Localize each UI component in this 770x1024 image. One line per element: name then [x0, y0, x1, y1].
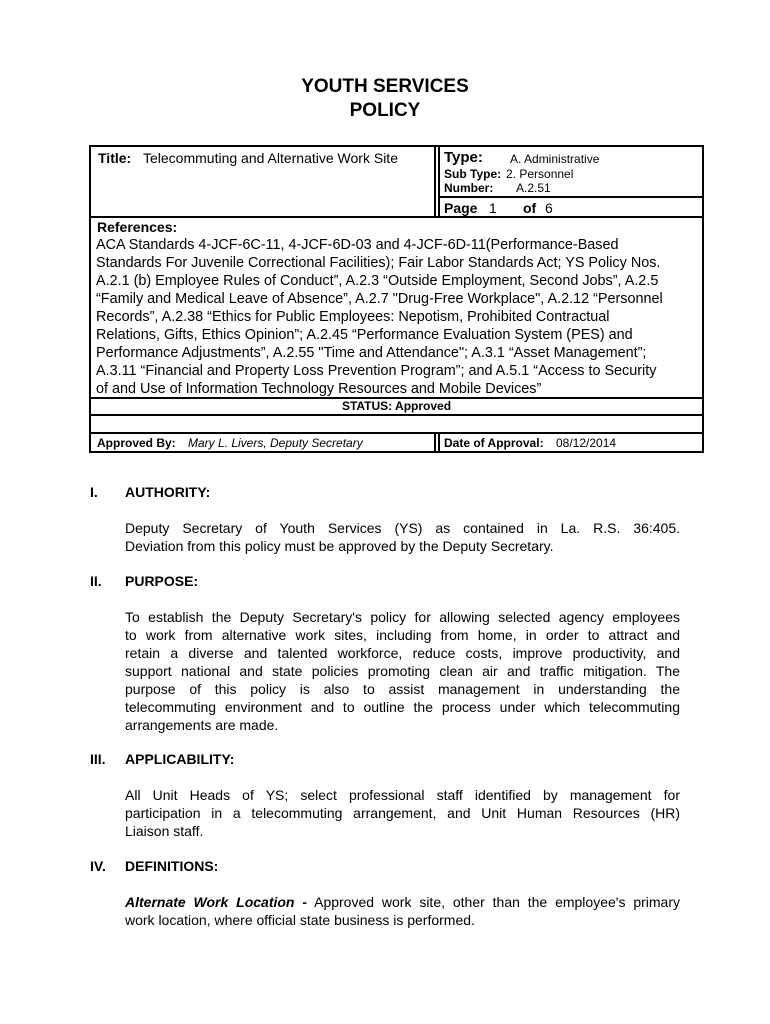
- definition-term: Alternate Work Location -: [125, 894, 308, 910]
- page-label: Page: [444, 200, 478, 216]
- paragraph-line: to work from alternative work sites, including from home, in order to attract and: [125, 627, 680, 643]
- references-line: Relations, Gifts, Ethics Opinion”; A.2.45 “Performance Evaluation System (PES) and: [96, 327, 633, 343]
- paragraph-line: participation in a telecommuting arrangement, and Unit Human Resources (HR): [125, 805, 680, 821]
- references-line: Standards For Juvenile Correctional Facilities); Fair Labor Standards Act; YS Policy Nos.: [96, 255, 661, 271]
- type-label: Type:: [444, 149, 483, 166]
- paragraph-line: telecommuting environment and to outline the process under which telecommuting: [125, 699, 680, 715]
- references-text: [96, 236, 696, 398]
- definition-alternate-work-location: [125, 893, 680, 929]
- references-line: Performance Adjustments”, A.2.55 "Time and Attendance"; A.3.1 “Asset Management”;: [96, 345, 647, 361]
- section-title-definitions: DEFINITIONS:: [125, 858, 219, 874]
- paragraph-line: work location, where official state business is performed.: [125, 912, 475, 928]
- purpose-paragraph: [125, 608, 680, 734]
- title-label: Title:: [98, 150, 132, 166]
- status-label: STATUS: Approved: [341, 399, 452, 413]
- number-value: A.2.51: [516, 181, 551, 195]
- page-total: 6: [545, 200, 553, 216]
- paragraph-line: Deviation from this policy must be approved by the Deputy Secretary.: [125, 538, 554, 554]
- subtype-label: Sub Type:: [444, 167, 502, 181]
- references-line: A.2.1 (b) Employee Rules of Conduct”, A.2.3 “Outside Employment, Second Jobs”, A.2.5: [96, 273, 659, 289]
- paragraph-line: [125, 893, 680, 911]
- section-number: IV.: [90, 858, 106, 874]
- paragraph-line: arrangements are made.: [125, 717, 279, 733]
- references-line: Records”, A.2.38 “Ethics for Public Employees: Nepotism, Prohibited Contractual: [96, 309, 610, 325]
- title-value: Telecommuting and Alternative Work Site: [143, 150, 398, 166]
- section-title-applicability: APPLICABILITY:: [125, 751, 235, 767]
- approved-by-label: Approved By:: [97, 436, 176, 450]
- references-line: “Family and Medical Leave of Absence”, A.2.7 "Drug-Free Workplace", A.2.12 “Personnel: [96, 291, 663, 307]
- subtype-value: 2. Personnel: [506, 167, 574, 181]
- section-number: II.: [90, 573, 102, 589]
- page-current: 1: [489, 200, 497, 216]
- number-label: Number:: [444, 181, 494, 195]
- approved-by-value: Mary L. Livers, Deputy Secretary: [188, 436, 363, 450]
- date-of-approval-label: Date of Approval:: [444, 436, 544, 450]
- document-heading-line1: YOUTH SERVICES: [301, 76, 469, 97]
- definition-text: Approved work site, other than the employee's primary: [307, 894, 680, 910]
- references-line: ACA Standards 4-JCF-6C-11, 4-JCF-6D-03 and 4-JCF-6D-11(Performance-Based: [96, 237, 619, 253]
- references-label: References:: [97, 219, 178, 235]
- paragraph-line: All Unit Heads of YS; select professional staff identified by management for: [125, 787, 680, 803]
- type-value: A. Administrative: [510, 152, 600, 166]
- references-line: of and Use of Information Technology Resources and Mobile Devices”: [96, 381, 542, 397]
- section-number: I.: [90, 484, 98, 500]
- date-of-approval-value: 08/12/2014: [556, 436, 617, 450]
- applicability-paragraph: [125, 786, 680, 840]
- paragraph-line: retain a diverse and talented workforce, reduce costs, improve productivity, and: [125, 645, 680, 661]
- page-of-label: of: [523, 200, 537, 216]
- paragraph-line: purpose of this policy is also to assist management in understanding the: [125, 681, 680, 697]
- document-heading-line2: POLICY: [349, 100, 421, 121]
- paragraph-line: Liaison staff.: [125, 823, 204, 839]
- section-title-purpose: PURPOSE:: [125, 573, 199, 589]
- paragraph-line: To establish the Deputy Secretary's policy for allowing selected agency employees: [125, 609, 680, 625]
- references-line: A.3.11 “Financial and Property Loss Prevention Program”; and A.5.1 “Access to Security: [96, 363, 657, 379]
- authority-paragraph: [125, 519, 680, 555]
- paragraph-line: Deputy Secretary of Youth Services (YS) as contained in La. R.S. 36:405.: [125, 520, 680, 536]
- section-number: III.: [90, 751, 106, 767]
- section-title-authority: AUTHORITY:: [125, 484, 211, 500]
- paragraph-line: support national and state policies promoting clean air and traffic mitigation. The: [125, 663, 680, 679]
